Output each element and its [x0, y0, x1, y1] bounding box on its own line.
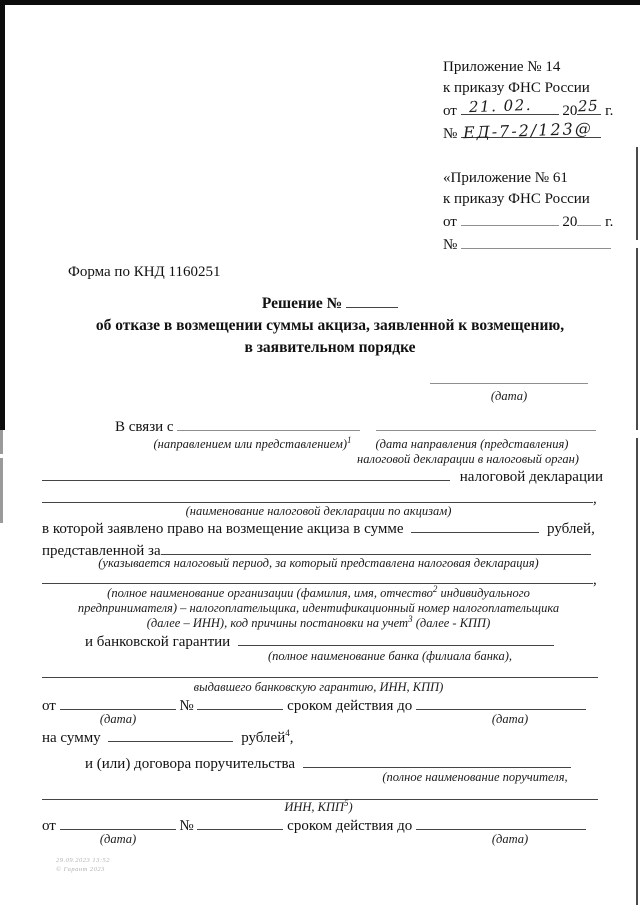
- title-decision-label: Решение №: [261, 295, 343, 312]
- appendix-61-line2: к приказу ФНС России: [443, 191, 590, 207]
- number-blank: [461, 118, 601, 143]
- for-amount-label: на сумму: [42, 730, 101, 746]
- org-hint-3-text: (далее – ИНН), код причины постановки на учет: [146, 616, 409, 630]
- appendix-61-block: [443, 168, 613, 256]
- direction-hint-text: (направлением или представлением): [153, 437, 348, 451]
- rubles-comma: ,: [289, 730, 294, 746]
- year-suffix: г.: [605, 103, 614, 119]
- handwritten-number: ЕД-7-2/123@: [462, 118, 594, 143]
- from-label: от: [42, 698, 56, 714]
- surety-name-blank: [303, 754, 571, 768]
- org-hint-line2: предпринимателя) – налогоплательщика, идентификационный номер налогоплательщика: [77, 601, 560, 615]
- year-blank: [577, 212, 601, 226]
- surety-hint-2-end: ): [348, 800, 353, 814]
- print-stamp: [56, 856, 110, 874]
- date-hint-right: (дата): [491, 712, 529, 726]
- footnote-1: 1: [347, 434, 352, 445]
- rubles-text: рублей: [241, 730, 286, 746]
- declaration-name-blank: [42, 489, 593, 503]
- org-hint-3-end: (далее - КПП): [412, 616, 491, 630]
- scan-border-left: [0, 0, 5, 430]
- year-prefix: 20: [562, 103, 578, 119]
- title-line3: в заявительном порядке: [244, 339, 416, 356]
- claimed-amount-row: [42, 519, 595, 540]
- scan-border-right-3: [636, 438, 638, 905]
- print-stamp-line2: © Гарант 2023: [56, 866, 105, 873]
- appendix-14-number-row: [443, 118, 613, 145]
- send-date-blank: [376, 417, 596, 431]
- surety-label: и (или) договора поручительства: [85, 756, 296, 772]
- validity-label: сроком действия до: [287, 698, 413, 714]
- amount-blank: [411, 519, 539, 533]
- rubles-label: рублей,: [547, 521, 595, 537]
- year-blank: [577, 96, 601, 116]
- comma: ,: [593, 491, 597, 507]
- submitted-for-label: представленной за: [42, 543, 161, 559]
- date-hint-left: (дата): [99, 712, 137, 726]
- footnote-4: 4: [285, 728, 290, 738]
- sum-blank: [108, 728, 233, 742]
- document-title: [45, 293, 615, 359]
- send-date-hint-line2: налоговой декларации в налоговый орган): [357, 452, 579, 466]
- bank-name-blank: [238, 632, 554, 646]
- period-blank: [161, 541, 591, 555]
- number-label: №: [179, 698, 194, 714]
- org-hint-line3: [42, 613, 595, 631]
- scan-border-right-1: [636, 147, 638, 240]
- surety-number-blank: [197, 816, 283, 830]
- year-prefix: 20: [562, 214, 578, 230]
- guarantee-number-blank: [197, 696, 283, 710]
- date-blank: [461, 212, 559, 226]
- bank-guarantee-label: и банковской гарантии: [85, 634, 231, 650]
- number-blank: [461, 235, 611, 249]
- bank-name-blank2: [42, 664, 598, 678]
- date-blank: [461, 95, 559, 117]
- direction-hint: [130, 434, 375, 452]
- org-name-blank: [42, 570, 593, 584]
- direction-blank: [177, 417, 360, 431]
- tax-declaration-label: налоговой декларации: [459, 469, 604, 485]
- from-label: от: [443, 103, 457, 119]
- from-label: от: [443, 214, 457, 230]
- year-suffix: г.: [605, 214, 614, 230]
- declaration-name-hint: (наименование налоговой декларации по акцизам): [185, 504, 452, 518]
- declaration-row: [42, 467, 603, 488]
- date-hint-left-2: (дата): [99, 832, 137, 846]
- surety-hint-2-text: ИНН, КПП: [284, 800, 344, 814]
- claimed-right-label: в которой заявлено право на возмещение акциза в сумме: [42, 521, 404, 537]
- date-hint: (дата): [490, 389, 528, 403]
- handwritten-year: 25: [578, 96, 599, 116]
- scan-border-left-faded: [0, 430, 3, 454]
- scan-border-left-faded-2: [0, 458, 3, 523]
- guarantee-valid-until-blank: [416, 696, 586, 710]
- number-label: №: [179, 818, 194, 834]
- appendix-14-line1: Приложение № 14: [443, 59, 561, 75]
- org-hint-1-text: (полное наименование организации (фамилия, имя, отчество: [107, 586, 433, 600]
- scan-border-top: [0, 0, 640, 5]
- number-label: №: [443, 126, 458, 142]
- title-line2: об отказе в возмещении суммы акциза, заявленной к возмещению,: [95, 317, 565, 334]
- surety-hint-line2: [42, 797, 595, 815]
- surety-name-blank2: [42, 786, 598, 800]
- surety-from-date-blank: [60, 816, 176, 830]
- send-date-hint-line1: (дата направления (представления): [375, 437, 569, 451]
- surety-hint-line1: (полное наименование поручителя,: [382, 770, 568, 784]
- print-stamp-line1: 29.09.2023 13:52: [56, 857, 111, 864]
- decision-number-blank: [346, 294, 398, 308]
- declaration-blank: [42, 467, 450, 481]
- footnote-5: 5: [344, 797, 349, 808]
- footnote-3: 3: [408, 613, 413, 624]
- in-connection-row: [115, 417, 596, 438]
- footnote-2: 2: [432, 583, 438, 594]
- appendix-14-line2: к приказу ФНС России: [443, 80, 590, 96]
- appendix-14-block: [443, 57, 613, 145]
- tax-period-hint: (указывается налоговый период, за который представлена налоговая декларация): [98, 556, 539, 570]
- amount-row: [42, 728, 293, 749]
- validity-label: сроком действия до: [287, 818, 413, 834]
- org-hint-1-end: индивидуального: [437, 586, 530, 600]
- org-hint-line1: [42, 583, 595, 601]
- title-line1: [45, 293, 615, 315]
- date-hint-right-2: (дата): [491, 832, 529, 846]
- rubles-label: [241, 730, 293, 746]
- bank-hint-line1: (полное наименование банка (филиала банка),: [268, 649, 512, 663]
- guarantee-from-date-blank: [60, 696, 176, 710]
- in-connection-label: В связи с: [115, 419, 174, 435]
- appendix-61-number-row: [443, 235, 613, 256]
- scan-border-right-2: [636, 248, 638, 430]
- bank-hint-line2: выдавшего банковскую гарантию, ИНН, КПП): [193, 680, 444, 694]
- surety-valid-until-blank: [416, 816, 586, 830]
- comma: ,: [593, 572, 597, 588]
- form-code: Форма по КНД 1160251: [68, 264, 221, 280]
- appendix-61-date-row: [443, 212, 613, 233]
- appendix-61-line1: «Приложение № 61: [443, 170, 568, 186]
- number-label: №: [443, 237, 458, 253]
- handwritten-date: 21. 02.: [468, 95, 532, 117]
- from-label: от: [42, 818, 56, 834]
- decision-date-blank: [430, 370, 588, 384]
- decision-date-field: [430, 370, 588, 404]
